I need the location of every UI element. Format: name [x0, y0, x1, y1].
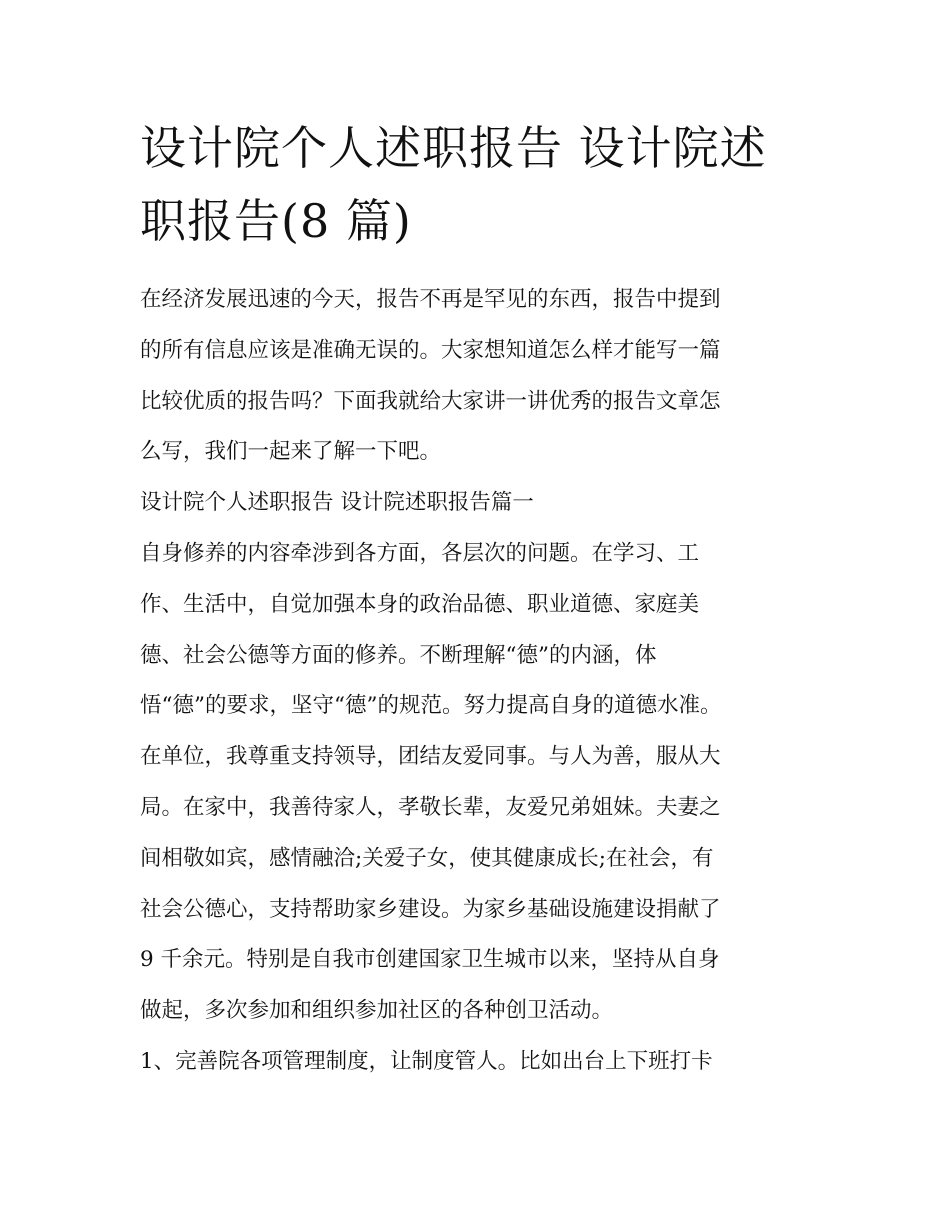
text-line: 社会公德心，支持帮助家乡建设。为家乡基础设施建设捐献了: [140, 896, 721, 922]
text-line: 么写，我们一起来了解一下吧。: [140, 439, 442, 465]
text-line: 自身修养的内容牵涉到各方面，各层次的问题。在学习、工: [140, 540, 700, 566]
text-line: 局。在家中，我善待家人，孝敬长辈，友爱兄弟姐妹。夫妻之: [140, 794, 721, 820]
title-line-2: 职报告(8 篇): [140, 194, 412, 248]
text-line: 在经济发展迅速的今天，报告不再是罕见的东西，报告中提到: [140, 287, 721, 312]
text-line: 在单位，我尊重支持领导，团结友爱同事。与人为善，服从大: [140, 744, 721, 770]
text-line: 9 千余元。特别是自我市创建国家卫生城市以来，坚持从自身: [140, 947, 720, 973]
text-line: 悟“德”的要求，坚守“德”的规范。努力提高自身的道德水准。: [140, 693, 722, 719]
page-title: [140, 112, 820, 258]
document-body: [140, 281, 820, 1094]
text-line: 间相敬如宾，感情融洽;关爱子女，使其健康成长;在社会，有: [140, 845, 714, 871]
title-line-1: 设计院个人述职报告 设计院述: [140, 121, 767, 175]
section-heading: 设计院个人述职报告 设计院述职报告篇一: [140, 490, 534, 516]
list-item: 1、完善院各项管理制度，让制度管人。比如出台上下班打卡: [140, 1048, 713, 1074]
text-line: 做起，多次参加和组织参加社区的各种创卫活动。: [140, 998, 614, 1024]
text-line: 作、生活中，自觉加强本身的政治品德、职业道德、家庭美: [140, 591, 700, 617]
text-line: 的所有信息应该是准确无误的。大家想知道怎么样才能写一篇: [140, 337, 721, 363]
text-line: 比较优质的报告吗？下面我就给大家讲一讲优秀的报告文章怎: [140, 388, 721, 414]
text-line: 德、社会公德等方面的修养。不断理解“德”的内涵，体: [140, 642, 657, 668]
